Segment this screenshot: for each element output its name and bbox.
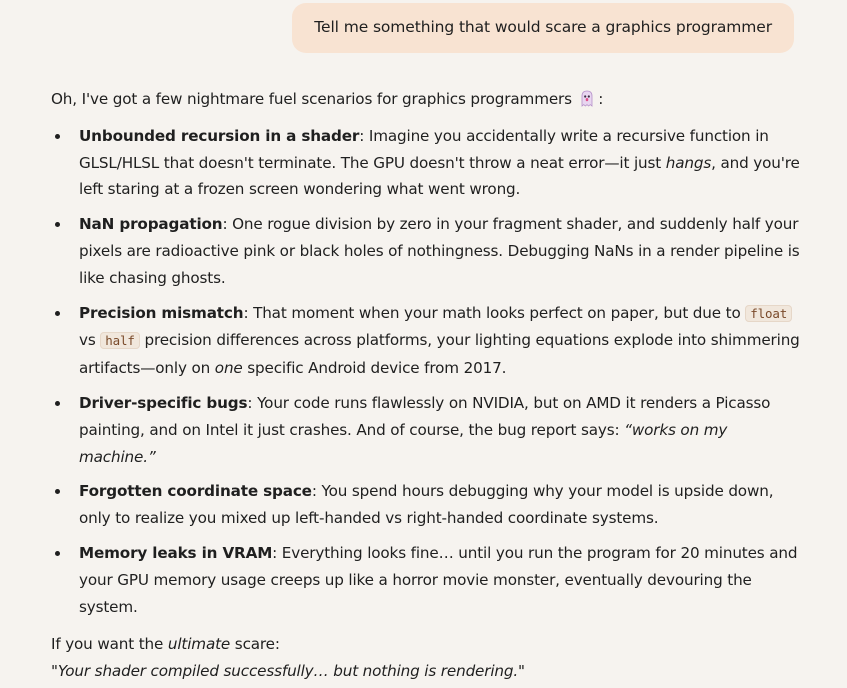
- user-message-text: Tell me something that would scare a graphics programmer: [314, 18, 772, 36]
- item-emphasis: “works on my machine.”: [79, 420, 728, 466]
- item-text: : That moment when your math looks perfect on paper, but due to: [243, 303, 746, 322]
- item-title: Driver-specific bugs: [79, 393, 248, 412]
- bullet-icon: [55, 401, 60, 406]
- user-message-bubble: [292, 3, 794, 53]
- list-item: [79, 123, 801, 203]
- item-text: , and you're left staring at a frozen screen wondering what went wrong.: [79, 153, 800, 199]
- intro-suffix: :: [598, 90, 604, 108]
- item-text: : Your code runs flawlessly on NVIDIA, but on AMD it renders a Picasso painting, and on Intel it just crashes. And of course, the bug report says:: [79, 393, 771, 439]
- inline-code: float: [745, 305, 792, 322]
- item-text: : You spend hours debugging why your model is upside down, only to realize you mixed up left-handed vs right-handed coordinate systems.: [79, 482, 774, 528]
- list-item: [79, 478, 801, 532]
- list-item: [79, 390, 801, 470]
- item-emphasis: one: [214, 359, 243, 378]
- item-title: Memory leaks in VRAM: [79, 543, 273, 562]
- bullet-icon: [55, 551, 60, 556]
- list-item: [79, 211, 801, 291]
- bullet-icon: [55, 311, 60, 316]
- item-title: Unbounded recursion in a shader: [79, 126, 360, 145]
- inline-code: half: [100, 332, 140, 349]
- item-text: specific Android device from 2017.: [242, 359, 507, 378]
- assistant-outro: [51, 631, 811, 685]
- list-item: [79, 300, 801, 382]
- outro-text: scare:: [230, 635, 280, 653]
- user-message-row: [292, 3, 794, 53]
- intro-text: Oh, I've got a few nightmare fuel scenarios for graphics programmers: [51, 90, 572, 108]
- assistant-message: [51, 86, 801, 680]
- item-emphasis: hangs: [665, 153, 712, 172]
- item-text: : Everything looks fine… until you run the program for 20 minutes and your GPU memory usage creeps up like a horror movie monster, eventually devouring the system.: [79, 543, 798, 616]
- bullet-icon: [55, 134, 60, 139]
- assistant-intro: [51, 86, 801, 113]
- ghost-emoji-icon: [580, 90, 594, 107]
- item-text: : Imagine you accidentally write a recursive function in GLSL/HLSL that doesn't terminate. The GPU doesn't throw a neat error—it just: [79, 126, 769, 172]
- bullet-icon: [55, 489, 60, 494]
- scenario-list: [51, 123, 801, 621]
- item-title: NaN propagation: [79, 215, 223, 234]
- list-item: [79, 540, 801, 620]
- item-text: precision differences across platforms, your lighting equations explode into shimmering artifacts—only on: [79, 331, 800, 378]
- item-text: vs: [79, 331, 101, 350]
- outro-quote: "Your shader compiled successfully… but nothing is rendering.": [51, 661, 525, 680]
- outro-emphasis: ultimate: [167, 635, 231, 653]
- item-title: Forgotten coordinate space: [79, 482, 312, 501]
- item-title: Precision mismatch: [79, 303, 244, 322]
- item-text: : One rogue division by zero in your fragment shader, and suddenly half your pixels are radioactive pink or black holes of nothingness. Debugging NaNs in a render pipeline is like chasing ghosts.: [79, 215, 800, 287]
- outro-text: If you want the: [51, 635, 168, 653]
- bullet-icon: [55, 222, 60, 227]
